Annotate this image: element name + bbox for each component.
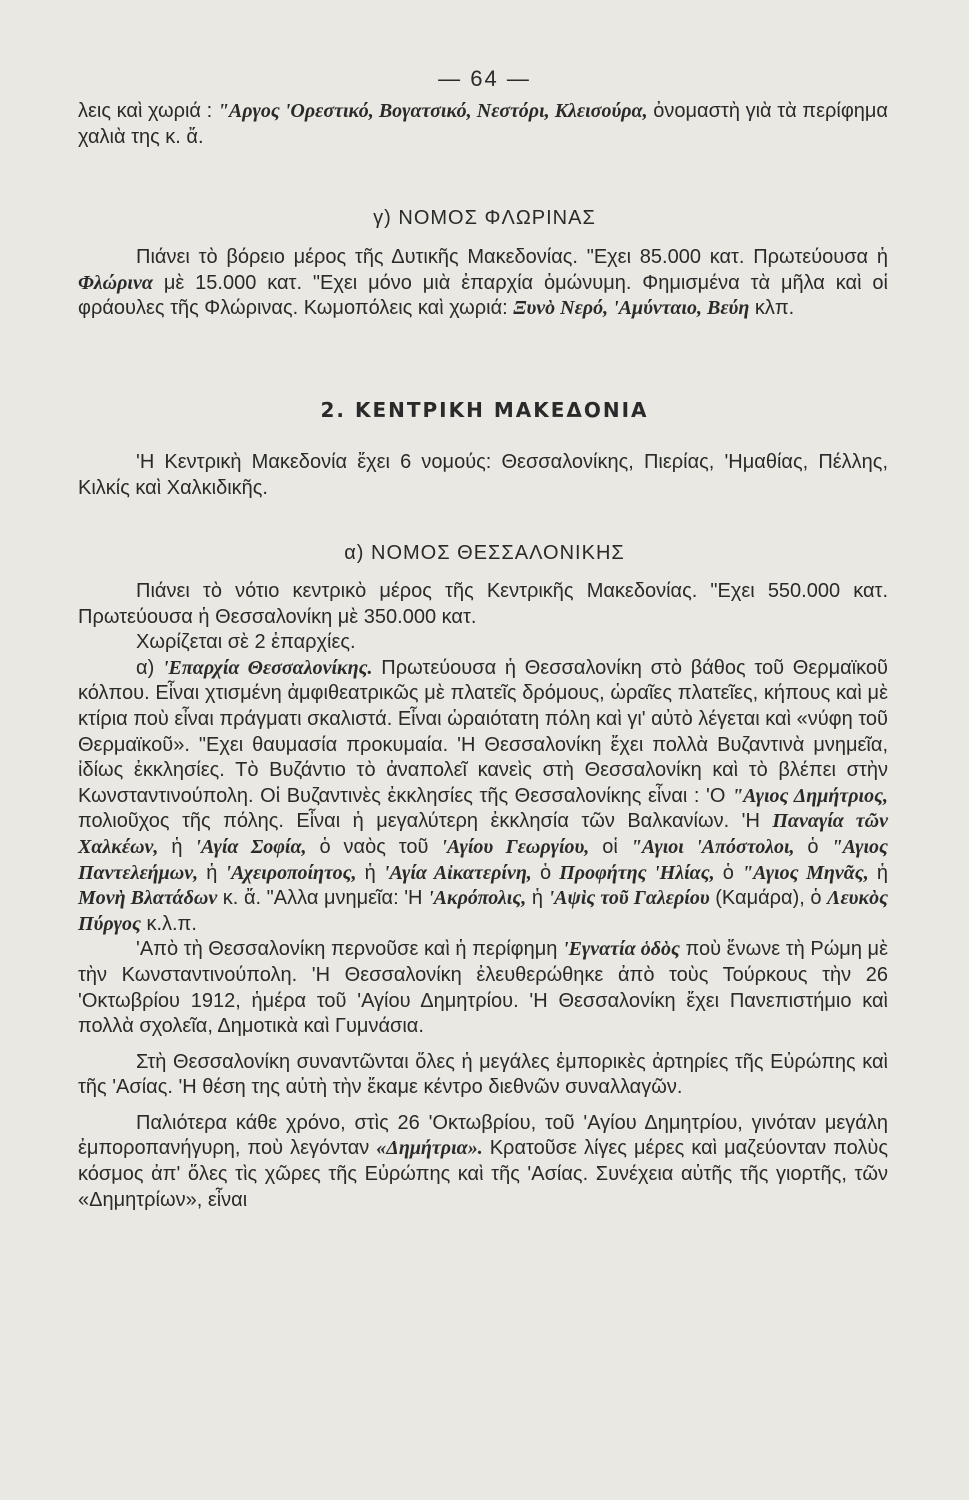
central-paragraph: 'Η Κεντρικὴ Μακεδονία ἔχει 6 νομούς: Θεσσαλονίκης, Πιερίας, 'Ημαθίας, Πέλλης, Κιλκίς καὶ Χαλκιδικῆς.	[78, 451, 888, 499]
thessaloniki-body	[78, 579, 888, 1213]
thessaloniki-p4: 'Απὸ τὴ Θεσσαλονίκη περνοῦσε καὶ ἡ περίφημη 'Εγνατία ὁδὸς ποὺ ἕνωνε τὴ Ρώμη μὲ τὴν Κωνσταντινούπολη. 'Η Θεσσαλονίκη ἐλευθερώθηκε ἀπὸ τοὺς Τούρκους τὴν 26 'Οκτωβρίου 1912, ἡμέρα τοῦ 'Αγίου Δημητρίου. 'Η Θεσσαλονίκη ἔχει Πανεπιστήμιο καὶ πολλὰ σχολεῖα, Δημοτικὰ καὶ Γυμνάσια.	[78, 938, 888, 1038]
page-number: — 64 —	[438, 66, 531, 91]
heading-kentriki-makedonia: 2. ΚΕΝΤΡΙΚΗ ΜΑΚΕΔΟΝΙΑ	[320, 398, 649, 422]
intro-paragraph: λεις καὶ χωριά : "Αργος 'Ορεστικό, Βογατσικό, Νεστόρι, Κλεισούρα, ὀνομαστὴ γιὰ τὰ περίφημα χαλιὰ της κ. ἄ.	[78, 100, 888, 148]
florina-paragraph: Πιάνει τὸ βόρειο μέρος τῆς Δυτικῆς Μακεδονίας. "Εχει 85.000 κατ. Πρωτεύουσα ἡ Φλώρινα μὲ 15.000 κατ. "Εχει μόνο μιὰ ἐπαρχία ὁμώνυμη. Φημισμένα τὰ μῆλα καὶ οἱ φράουλες τῆς Φλώρινας. Κωμοπόλεις καὶ χωριά: Ξυνὸ Νερό, 'Αμύνταιο, Βεύη κλπ.	[78, 246, 888, 320]
thessaloniki-p1: Πιάνει τὸ νότιο κεντρικὸ μέρος τῆς Κεντρικῆς Μακεδονίας. "Εχει 550.000 κατ. Πρωτεύουσα ἡ Θεσσαλονίκη μὲ 350.000 κατ.	[78, 580, 888, 628]
heading-nomos-thessalonikis: α) ΝΟΜΟΣ ΘΕΣΣΑΛΟΝΙΚΗΣ	[344, 542, 625, 564]
thessaloniki-p3: α) 'Επαρχία Θεσσαλονίκης. Πρωτεύουσα ἡ Θεσσαλονίκη στὸ βάθος τοῦ Θερμαϊκοῦ κόλπου. Εἶναι χτισμένη ἀμφιθεατρικῶς μὲ πλατεῖς δρόμους, ὡραῖες πλατεῖες, κήπους καὶ μὲ κτίρια ποὺ εἶναι πράγματι σκαλιστά. Εἶναι ὡραιότατη πόλη καὶ γι' αὐτὸ λέγεται καὶ «νύφη τοῦ Θερμαϊκοῦ». "Εχει θαυμασία προκυμαία. 'Η Θεσσαλονίκη ἔχει πολλὰ Βυζαντινὰ μνημεῖα, ἰδίως ἐκκλησίες. Τὸ Βυζάντιο τὸ ἀναπολεῖ κανεὶς στὴ Θεσσαλονίκη καὶ τὸ βλέπει στὴν Κωνσταντινούπολη. Οἱ Βυζαντινὲς ἐκκλησίες τῆς Θεσσαλονίκης εἶναι : 'Ο "Αγιος Δημήτριος, πολιοῦχος τῆς πόλης. Εἶναι ἡ μεγαλύτερη ἐκκλησία τῶν Βαλκανίων. 'Η Παναγία τῶν Χαλκέων, ἡ 'Αγία Σοφία, ὁ ναὸς τοῦ 'Αγίου Γεωργίου, οἱ "Αγιοι 'Απόστολοι, ὁ "Αγιος Παντελεήμων, ἡ 'Αχειροποίητος, ἡ 'Αγία Αἰκατερίνη, ὁ Προφήτης 'Ηλίας, ὁ "Αγιος Μηνᾶς, ἡ Μονὴ Βλατάδων κ. ἄ. "Αλλα μνημεῖα: 'Η 'Ακρόπολις, ἡ 'Αψὶς τοῦ Γαλερίου (Καμάρα), ὁ Λευκὸς Πύργος κ.λ.π.	[78, 656, 888, 935]
thessaloniki-p2: Χωρίζεται σὲ 2 ἐπαρχίες.	[136, 631, 356, 654]
thessaloniki-p5: Στὴ Θεσσαλονίκη συναντῶνται ὅλες ἡ μεγάλες ἐμπορικὲς ἀρτηρίες τῆς Εὐρώπης καὶ τῆς 'Ασίας. 'Η θέση της αὐτὴ τὴν ἔκαμε κέντρο διεθνῶν συναλλαγῶν.	[78, 1050, 888, 1099]
heading-nomos-florinas: γ) ΝΟΜΟΣ ΦΛΩΡΙΝΑΣ	[373, 207, 596, 229]
thessaloniki-p6: Παλιότερα κάθε χρόνο, στὶς 26 'Οκτωβρίου, τοῦ 'Αγίου Δημητρίου, γινόταν μεγάλη ἐμποροπανήγυρη, ποὺ λεγόνταν «Δημήτρια». Κρατοῦσε λίγες μέρες καὶ μαζεύονταν πολὺς κόσμος ἀπ' ὅλες τὶς χῶρες τῆς Εὐρώπης καὶ τῆς 'Ασίας. Συνέχεια αὐτῆς τῆς γιορτῆς, τῶν «Δημητρίων», εἶναι	[78, 1111, 888, 1211]
